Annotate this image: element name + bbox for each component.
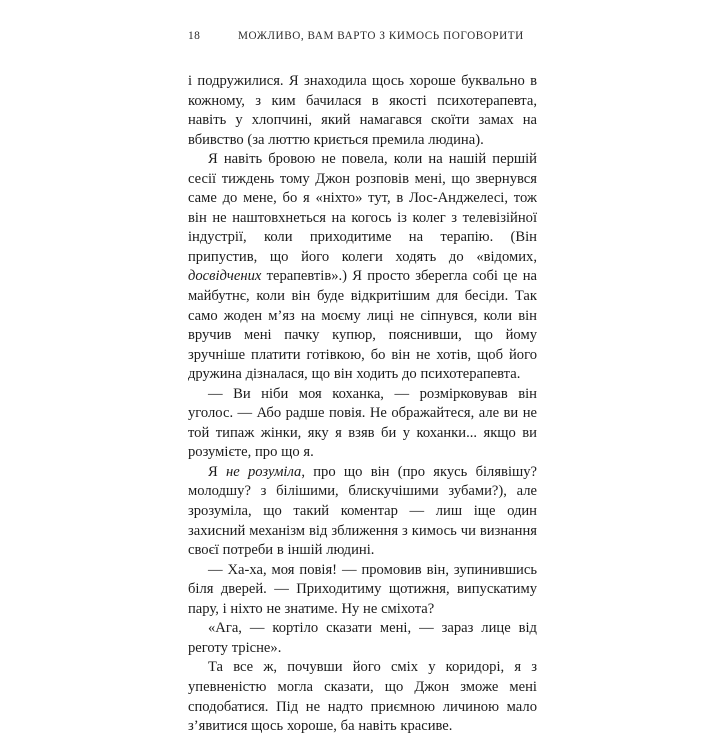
paragraph xyxy=(188,385,537,463)
body-text: Та все ж, почувши його сміх у коридорі, я з упевненістю могла сказати, що Джон зможе мені сподобатися. Під не надто приємною личиною мало з’явитися щось хороше, ба навіть красиве. xyxy=(188,659,537,735)
emphasis-text: досвідчених xyxy=(188,268,262,285)
body-text: Я навіть бровою не повела, коли на нашій першій сесії тиждень тому Джон розповів мені, що звернувся саме до мене, бо я «ніхто» тут, в Лос-Анджелесі, тож він не наштовхнеться на когось із колег з телевізійної індустрії, коли приходитиме на терапію. (Він припустив, що його колеги ходять до «відомих, xyxy=(188,151,537,265)
running-head xyxy=(188,30,536,46)
body-text: — Ха-ха, моя повія! — промовив він, зупинившись біля дверей. — Приходитиму щотижня, випускатиму пару, і ніхто не знатиме. Ну не сміхота? xyxy=(188,561,537,617)
emphasis-text: не розуміла xyxy=(226,463,302,480)
body-text: Я xyxy=(208,463,227,480)
paragraph xyxy=(188,658,537,736)
paragraph xyxy=(188,72,537,150)
running-head-title: МОЖЛИВО, ВАМ ВАРТО З КИМОСЬ ПОГОВОРИТИ xyxy=(238,30,524,42)
body-text: і подружилися. Я знаходила щось хороше буквально в кожному, з ким бачилася в якості психотерапевта, навіть у хлопчині, який намагався скоїти замах на вбивство (за люттю криється премила людина). xyxy=(188,73,537,148)
paragraph xyxy=(188,561,537,620)
body-text: терапевтів».) Я просто зберегла собі це на майбутнє, коли він буде відкритішим для бесіди. Так само жоден м’яз на моєму лиці не сіпнувся, коли він вручив мені пачку купюр, пояснивши, що йому зручніше платити готівкою, бо він не хотів, щоб його дружина дізналася, що він ходить до психотерапевта. xyxy=(188,268,537,383)
paragraph xyxy=(188,463,537,561)
body-text: , про що він (про якусь білявішу? молодшу? з білішими, блискучішими зубами?), але зрозуміла, що такий коментар — лиш іще один захисний механізм від зближення з кимось чи визнання своєї потреби в іншій людині. xyxy=(188,463,538,559)
paragraph xyxy=(188,150,537,385)
body-text: «Ага, — кортіло сказати мені, — зараз лице від реготу трісне». xyxy=(188,620,537,656)
paragraph xyxy=(188,619,537,658)
page-number: 18 xyxy=(188,30,201,42)
body-text-block xyxy=(188,72,537,737)
body-text: — Ви ніби моя коханка, — розмірковував він уголос. — Або радше повія. Не ображайтеся, але ви не той типаж жінки, яку я взяв би у коханки... якщо ви розумієте, про що я. xyxy=(188,385,537,461)
